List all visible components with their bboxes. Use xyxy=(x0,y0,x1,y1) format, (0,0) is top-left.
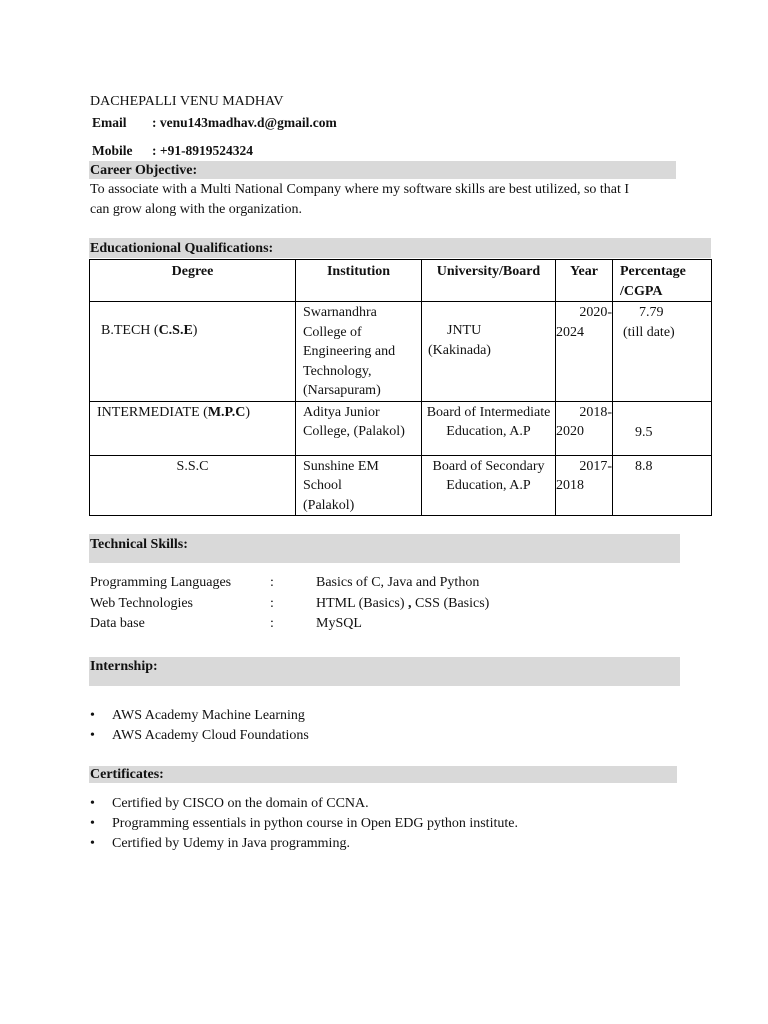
col-university: University/Board xyxy=(422,260,556,302)
row-ssc-percentage xyxy=(613,455,712,516)
row-ssc-degree xyxy=(90,455,296,516)
col-percentage-line-2: /CGPA xyxy=(620,283,663,299)
degree-text: B.TECH ( xyxy=(101,323,159,338)
skill-key: Programming Languages xyxy=(90,575,232,590)
list-item xyxy=(90,834,518,854)
pct-line: 7.79 xyxy=(639,305,664,320)
bullet-icon: • xyxy=(90,836,95,851)
year-line: 2018 xyxy=(556,478,584,493)
email-line xyxy=(92,115,337,131)
technical-skills-heading: Technical Skills: xyxy=(89,534,680,563)
bullet-icon: • xyxy=(90,796,95,811)
objective-line-2: can grow along with the organization. xyxy=(90,202,303,217)
inst-line: School xyxy=(303,478,342,493)
inst-line: (Narsapuram) xyxy=(303,383,381,398)
univ-line: Education, A.P xyxy=(446,478,531,493)
inst-line: Aditya Junior xyxy=(303,404,380,420)
col-percentage-line-1: Percentage xyxy=(620,264,686,279)
internship-item-text: AWS Academy Cloud Foundations xyxy=(112,728,309,743)
education-table xyxy=(89,259,712,516)
degree-branch: C.S.E xyxy=(158,323,193,338)
table-row xyxy=(90,302,712,402)
skill-value: CSS (Basics) xyxy=(411,596,490,611)
skill-key: Web Technologies xyxy=(90,596,193,611)
education-heading: Educationional Qualifications: xyxy=(89,238,711,258)
row-inter-percentage xyxy=(613,401,712,455)
row-inter-university xyxy=(422,401,556,455)
internship-item-text: AWS Academy Machine Learning xyxy=(112,708,305,723)
inst-line: (Palakol) xyxy=(303,497,355,513)
inst-line: Swarnandhra xyxy=(303,305,377,320)
bullet-icon: • xyxy=(90,708,95,723)
skill-value: HTML (Basics) xyxy=(316,596,409,611)
univ-line: Board of Intermediate xyxy=(426,404,551,420)
row-btech-university xyxy=(422,302,556,402)
skill-programming-languages xyxy=(90,575,479,591)
email-value: : venu143madhav.d@gmail.com xyxy=(152,115,337,130)
row-inter-degree xyxy=(90,401,296,455)
col-percentage xyxy=(613,260,712,302)
career-objective-text xyxy=(90,180,690,220)
pct-line: 8.8 xyxy=(635,458,653,474)
inst-line: College of xyxy=(303,324,362,340)
table-header-row xyxy=(90,260,712,302)
degree-branch: M.P.C xyxy=(207,404,246,420)
candidate-name: DACHEPALLI VENU MADHAV xyxy=(90,94,284,109)
career-objective-heading: Career Objective: xyxy=(89,161,676,179)
mobile-label: Mobile xyxy=(92,143,133,158)
skill-value: Basics of C, Java and Python xyxy=(316,575,480,590)
skill-colon: : xyxy=(270,575,274,590)
row-ssc-year xyxy=(556,455,613,516)
year-line: 2018- xyxy=(579,404,612,420)
univ-line: Education, A.P xyxy=(446,424,531,439)
skill-colon: : xyxy=(270,616,274,631)
col-institution: Institution xyxy=(296,260,422,302)
row-btech-institution xyxy=(296,302,422,402)
internship-list xyxy=(90,706,309,746)
objective-line-1: To associate with a Multi National Company where my software skills are best utilized, so that I xyxy=(90,182,630,197)
row-btech-percentage xyxy=(613,302,712,402)
inst-line: Sunshine EM xyxy=(303,458,379,474)
skill-colon: : xyxy=(270,596,274,611)
internship-heading: Internship: xyxy=(89,657,680,686)
bullet-icon: • xyxy=(90,728,95,743)
inst-line: Engineering and xyxy=(303,344,396,359)
row-btech-degree xyxy=(90,302,296,402)
inst-line: Technology, xyxy=(303,363,372,379)
row-btech-year xyxy=(556,302,613,402)
pct-line: 9.5 xyxy=(635,424,653,440)
skill-key: Data base xyxy=(90,616,145,631)
list-item xyxy=(90,726,309,746)
year-line: 2024 xyxy=(556,324,584,340)
mobile-value: : +91-8919524324 xyxy=(152,143,254,158)
certificates-list xyxy=(90,794,518,854)
degree-text: S.S.C xyxy=(176,458,209,474)
year-line: 2020- xyxy=(579,305,612,320)
certificate-item-text: Certified by CISCO on the domain of CCNA. xyxy=(112,796,369,811)
univ-line: Board of Secondary xyxy=(432,458,545,474)
degree-close: ) xyxy=(192,323,198,338)
row-ssc-university xyxy=(422,455,556,516)
degree-close: ) xyxy=(245,404,251,420)
certificate-item-text: Programming essentials in python course in Open EDG python institute. xyxy=(112,816,518,831)
list-item xyxy=(90,794,518,814)
skill-database xyxy=(90,616,362,632)
year-line: 2017- xyxy=(579,458,612,474)
univ-line: JNTU xyxy=(447,323,482,338)
skill-web-technologies xyxy=(90,596,489,612)
pct-line: (till date) xyxy=(623,324,675,340)
row-inter-institution xyxy=(296,401,422,455)
inst-line: College, (Palakol) xyxy=(303,424,405,439)
univ-line: (Kakinada) xyxy=(428,342,491,358)
mobile-line xyxy=(92,143,253,159)
year-line: 2020 xyxy=(556,424,584,439)
col-degree: Degree xyxy=(90,260,296,302)
list-item xyxy=(90,814,518,834)
email-label: Email xyxy=(92,115,127,130)
row-ssc-institution xyxy=(296,455,422,516)
row-inter-year xyxy=(556,401,613,455)
skill-value-separator: , xyxy=(408,596,412,611)
skill-value: MySQL xyxy=(316,616,362,631)
list-item xyxy=(90,706,309,726)
col-year: Year xyxy=(556,260,613,302)
table-row xyxy=(90,455,712,516)
degree-text: INTERMEDIATE ( xyxy=(97,404,208,420)
certificates-heading: Certificates: xyxy=(89,766,677,783)
bullet-icon: • xyxy=(90,816,95,831)
table-row xyxy=(90,401,712,455)
certificate-item-text: Certified by Udemy in Java programming. xyxy=(112,836,350,851)
